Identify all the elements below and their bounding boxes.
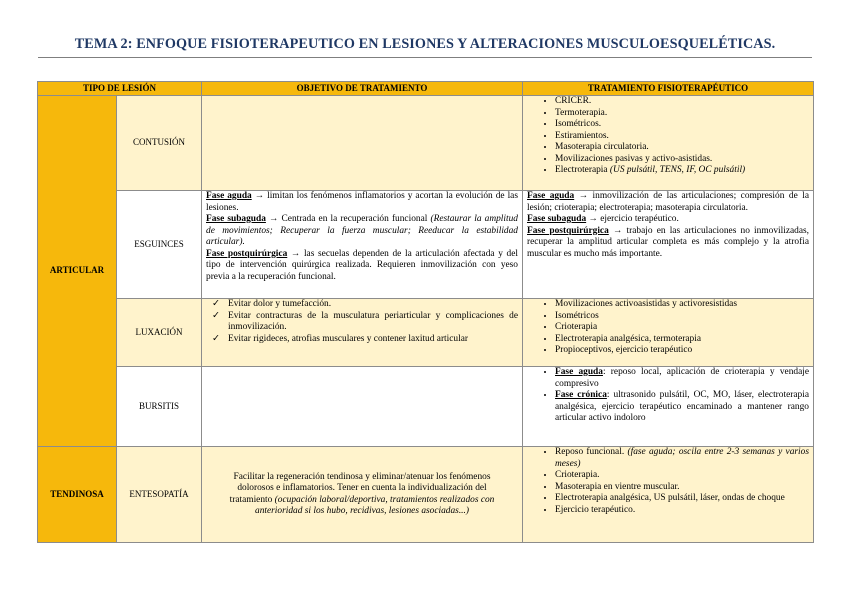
objetivo-note: (ocupación laboral/deportiva, tratamientos realizados con anterioridad si los hubo, recidivas, lesiones asociadas...) bbox=[255, 494, 495, 516]
phase-text: : reposo local, aplicación de crioterapia y vendaje compresivo bbox=[555, 367, 809, 389]
esguinces-tratamiento bbox=[523, 191, 814, 299]
esguinces-objetivo bbox=[202, 191, 523, 299]
list-item-text: Electroterapia bbox=[555, 165, 610, 175]
list-item bbox=[212, 299, 518, 311]
phase-note: (Restaurar la amplitud de movimientos; Recuperar la fuerza muscular; Reeducar la estabilidad articular). bbox=[206, 214, 518, 247]
list-item bbox=[555, 367, 809, 390]
check-icon: ✓ bbox=[212, 310, 220, 321]
category-tendinosa: TENDINOSA bbox=[38, 447, 117, 543]
phase-text: → Centrada en la recuperación funcional bbox=[265, 214, 431, 224]
bursitis-objetivo bbox=[202, 367, 523, 447]
list-item: • Masoterapia en vientre muscular. bbox=[555, 482, 809, 494]
phase-text: → inmovilización de las articulaciones; compresión de la lesión; crioterapia; electroterapia; masoterapia circulatoria. bbox=[527, 191, 809, 213]
list-item: • CRICER. bbox=[555, 96, 809, 108]
page-title: TEMA 2: ENFOQUE FISIOTERAPEUTICO EN LESIONES Y ALTERACIONES MUSCULOESQUELÉTICAS. bbox=[74, 36, 776, 52]
list-item: • Electroterapia analgésica, US pulsátil, láser, ondas de choque bbox=[555, 493, 809, 505]
list-item-text: Evitar rigideces, atrofias musculares y contener laxitud articular bbox=[228, 333, 469, 344]
list-item bbox=[555, 165, 809, 177]
list-item: • Propioceptivos, ejercicio terapéutico bbox=[555, 345, 809, 357]
list-item: • Movilizaciones activoasistidas y activoresistidas bbox=[555, 299, 809, 311]
table-row bbox=[38, 96, 814, 191]
list-item bbox=[212, 333, 518, 346]
list-item: • Estiramientos. bbox=[555, 131, 809, 143]
category-articular: ARTICULAR bbox=[38, 96, 117, 447]
phase-text: → ejercicio terapéutico. bbox=[586, 214, 679, 224]
lesion-bursitis: BURSITIS bbox=[117, 367, 202, 447]
luxacion-tratamiento bbox=[523, 299, 814, 367]
title-underline bbox=[38, 57, 812, 58]
phase-text: → limitan los fenómenos inflamatorios y acortan la evolución de las lesiones. bbox=[206, 191, 518, 213]
list-item bbox=[555, 390, 809, 425]
phase-label: Fase aguda bbox=[206, 191, 252, 201]
entesopatia-objetivo bbox=[202, 447, 523, 543]
bursitis-tratamiento bbox=[523, 367, 814, 447]
list-item: • Crioterapia. bbox=[555, 470, 809, 482]
check-icon: ✓ bbox=[212, 333, 220, 344]
list-item-text: Evitar dolor y tumefacción. bbox=[228, 299, 332, 309]
list-item bbox=[212, 310, 518, 334]
list-item: • Ejercicio terapéutico. bbox=[555, 505, 809, 517]
list-item-note: (fase aguda; oscila entre 2-3 semanas y varios meses) bbox=[555, 447, 809, 469]
contusion-objetivo bbox=[202, 96, 523, 191]
phase-text: → trabajo en las articulaciones no inmovilizadas, recuperar la amplitud articular completa es más complejo y la atrofia muscular es mucho más importante. bbox=[527, 225, 809, 259]
phase-text: : ultrasonido pulsátil, OC, MO, láser, electroterapia analgésica, ejercicio terapéutico encaminado a mantener rango articular activo indoloro bbox=[555, 390, 809, 423]
table-row bbox=[38, 191, 814, 299]
table-header-row bbox=[38, 82, 814, 96]
list-item bbox=[555, 447, 809, 470]
list-item: • Termoterapia. bbox=[555, 108, 809, 120]
table-row bbox=[38, 367, 814, 447]
phase-label: Fase subaguda bbox=[206, 214, 266, 224]
phase-label: Fase postquirúrgica bbox=[527, 225, 609, 236]
phase-label: Fase subaguda bbox=[527, 214, 587, 224]
phase-label: Fase aguda bbox=[555, 367, 603, 377]
luxacion-objetivo bbox=[202, 299, 523, 367]
lesion-table bbox=[37, 81, 814, 543]
list-item-text: Evitar contracturas de la musculatura periarticular y complicaciones de inmovilización. bbox=[228, 310, 518, 332]
table-row bbox=[38, 299, 814, 367]
phase-label: Fase crónica bbox=[555, 390, 607, 400]
header-objetivo: OBJETIVO DE TRATAMIENTO bbox=[202, 82, 523, 96]
phase-label: Fase aguda bbox=[527, 191, 575, 201]
list-item: • Movilizaciones pasivas y activo-asistidas. bbox=[555, 154, 809, 166]
objetivo-text: Facilitar la regeneración tendinosa y eliminar/atenuar los fenómenos dolorosos e inflamatorios. Tener en cuenta la individualización del tratamiento bbox=[229, 471, 491, 505]
phase-label: Fase postquirúrgica bbox=[206, 248, 288, 259]
list-item-note: (US pulsátil, TENS, IF, OC pulsátil) bbox=[609, 165, 746, 175]
check-icon: ✓ bbox=[212, 299, 220, 309]
list-item: • Isométricos bbox=[555, 311, 809, 323]
header-tipo: TIPO DE LESIÓN bbox=[38, 82, 202, 96]
list-item-text: Reposo funcional. bbox=[555, 447, 628, 457]
contusion-tratamiento bbox=[523, 96, 814, 191]
list-item: • Masoterapia circulatoria. bbox=[555, 142, 809, 154]
list-item: • Crioterapia bbox=[555, 322, 809, 334]
list-item: • Isométricos. bbox=[555, 119, 809, 131]
lesion-luxacion: LUXACIÓN bbox=[117, 299, 202, 367]
lesion-contusion: CONTUSIÓN bbox=[117, 96, 202, 191]
list-item: • Electroterapia analgésica, termoterapia bbox=[555, 334, 809, 346]
header-tratamiento: TRATAMIENTO FISIOTERAPÉUTICO bbox=[523, 82, 814, 96]
lesion-entesopatia: ENTESOPATÍA bbox=[117, 447, 202, 543]
lesion-esguinces: ESGUINCES bbox=[117, 191, 202, 299]
phase-text: → las secuelas dependen de la articulación afectada y del tipo de intervención quirúrgica realizada. Requieren inmovilización con yeso previa a la recuperación funcional. bbox=[206, 248, 518, 282]
table-row bbox=[38, 447, 814, 543]
entesopatia-tratamiento bbox=[523, 447, 814, 543]
